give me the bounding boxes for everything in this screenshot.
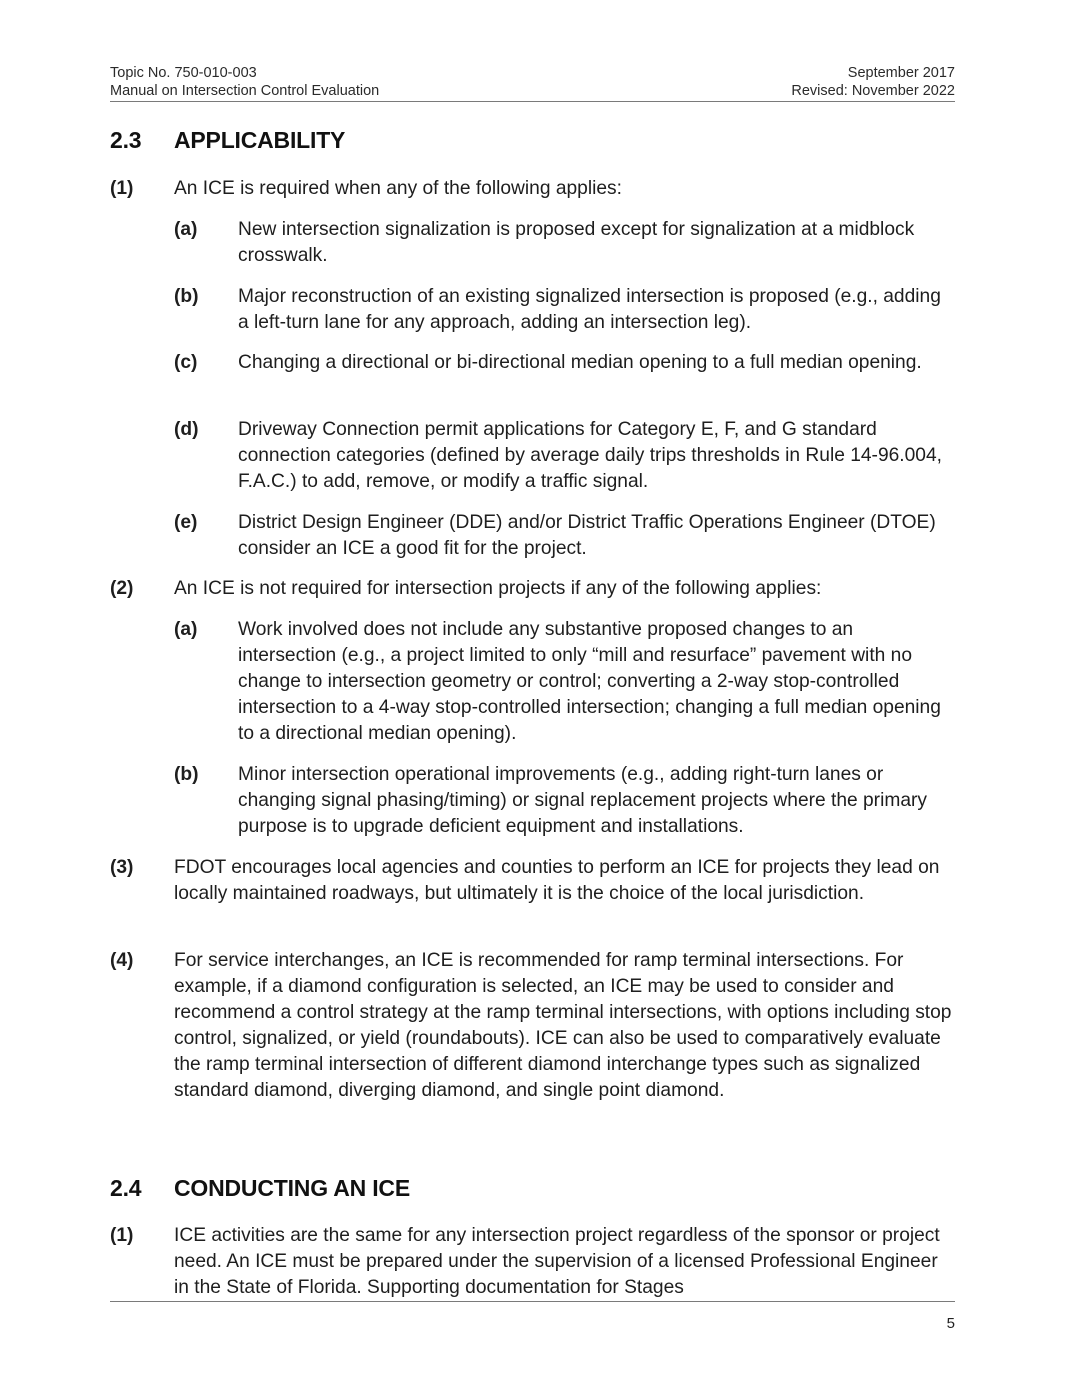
item-label: (a) bbox=[174, 619, 198, 640]
section-heading-2-3 bbox=[110, 127, 345, 154]
paragraph-label: (2) bbox=[110, 578, 134, 599]
section-number: 2.3 bbox=[110, 127, 142, 153]
item-text: Work involved does not include any substantive proposed changes to an intersection (e.g., a project limited to only “mill and resurface” pavement with no change to intersection geometry or control; converting a 2-way stop-controlled intersection to a 4-way stop-controlled intersection; changing a full median opening to a directional median opening). bbox=[238, 619, 941, 744]
paragraph-text: For service interchanges, an ICE is recommended for ramp terminal intersections. For example, if a diamond configuration is selected, an ICE may be used to consider and recommend a control strategy at the ramp terminal intersections, with options including stop control, signalized, or yield (roundabouts). ICE can also be used to comparatively evaluate the ramp terminal intersection of different diamond interchange types such as signalized standard diamond, diverging diamond, and single point diamond. bbox=[174, 950, 952, 1101]
paragraph-label: (1) bbox=[110, 178, 134, 199]
footer-divider bbox=[110, 1301, 955, 1302]
section-number: 2.4 bbox=[110, 1175, 142, 1201]
section-title: CONDUCTING AN ICE bbox=[174, 1175, 410, 1201]
page-number: 5 bbox=[946, 1315, 955, 1332]
page-header bbox=[110, 63, 955, 102]
paragraph-text: An ICE is required when any of the following applies: bbox=[174, 178, 622, 199]
publish-date: September 2017 bbox=[847, 65, 955, 81]
item-text: Changing a directional or bi-directional median opening to a full median opening. bbox=[238, 352, 922, 373]
item-text: Driveway Connection permit applications for Category E, F, and G standard connection categories (defined by average daily trips thresholds in Rule 14-96.004, F.A.C.) to add, remove, or modify a traffic signal. bbox=[238, 419, 942, 492]
item-label: (d) bbox=[174, 419, 199, 440]
manual-title: Manual on Intersection Control Evaluation bbox=[110, 83, 380, 99]
item-label: (c) bbox=[174, 352, 198, 373]
item-text: New intersection signalization is proposed except for signalization at a midblock crosswalk. bbox=[238, 219, 915, 266]
list-item-1e bbox=[174, 510, 955, 562]
list-item-1c bbox=[174, 350, 955, 376]
paragraph-text: ICE activities are the same for any intersection project regardless of the sponsor or project need. An ICE must be prepared under the supervision of a licensed Professional Engineer in the State of Florida. Supporting documentation for Stages bbox=[174, 1225, 940, 1298]
item-label: (b) bbox=[174, 764, 199, 785]
revised-date: Revised: November 2022 bbox=[791, 83, 955, 99]
paragraph-text: FDOT encourages local agencies and counties to perform an ICE for projects they lead on locally maintained roadways, but ultimately it is the choice of the local jurisdiction. bbox=[174, 857, 940, 904]
paragraph-label: (4) bbox=[110, 950, 134, 971]
paragraph-3 bbox=[110, 855, 955, 907]
paragraph-2-4-1 bbox=[110, 1223, 955, 1301]
header-right bbox=[791, 64, 955, 100]
item-text: Minor intersection operational improvements (e.g., adding right-turn lanes or changing signal phasing/timing) or signal replacement projects where the primary purpose is to upgrade deficient equipment and installations. bbox=[238, 764, 927, 837]
paragraph-label: (1) bbox=[110, 1225, 134, 1246]
item-label: (a) bbox=[174, 219, 198, 240]
paragraph-label: (3) bbox=[110, 857, 134, 878]
list-item-2a bbox=[174, 617, 955, 747]
list-item-1a bbox=[174, 217, 955, 269]
item-text: District Design Engineer (DDE) and/or District Traffic Operations Engineer (DTOE) consider an ICE a good fit for the project. bbox=[238, 512, 936, 559]
header-left bbox=[110, 64, 379, 100]
paragraph-text: An ICE is not required for intersection projects if any of the following applies: bbox=[174, 578, 822, 599]
list-item-1d bbox=[174, 417, 955, 495]
paragraph-1 bbox=[110, 176, 955, 202]
list-item-1b bbox=[174, 284, 955, 336]
paragraph-4 bbox=[110, 948, 955, 1104]
topic-number: Topic No. 750-010-003 bbox=[110, 65, 257, 81]
item-label: (b) bbox=[174, 286, 199, 307]
item-label: (e) bbox=[174, 512, 198, 533]
section-title: APPLICABILITY bbox=[174, 127, 346, 153]
paragraph-2 bbox=[110, 576, 955, 602]
item-text: Major reconstruction of an existing signalized intersection is proposed (e.g., adding a left-turn lane for any approach, adding an intersection leg). bbox=[238, 286, 941, 333]
section-heading-2-4 bbox=[110, 1175, 410, 1202]
list-item-2b bbox=[174, 762, 955, 840]
